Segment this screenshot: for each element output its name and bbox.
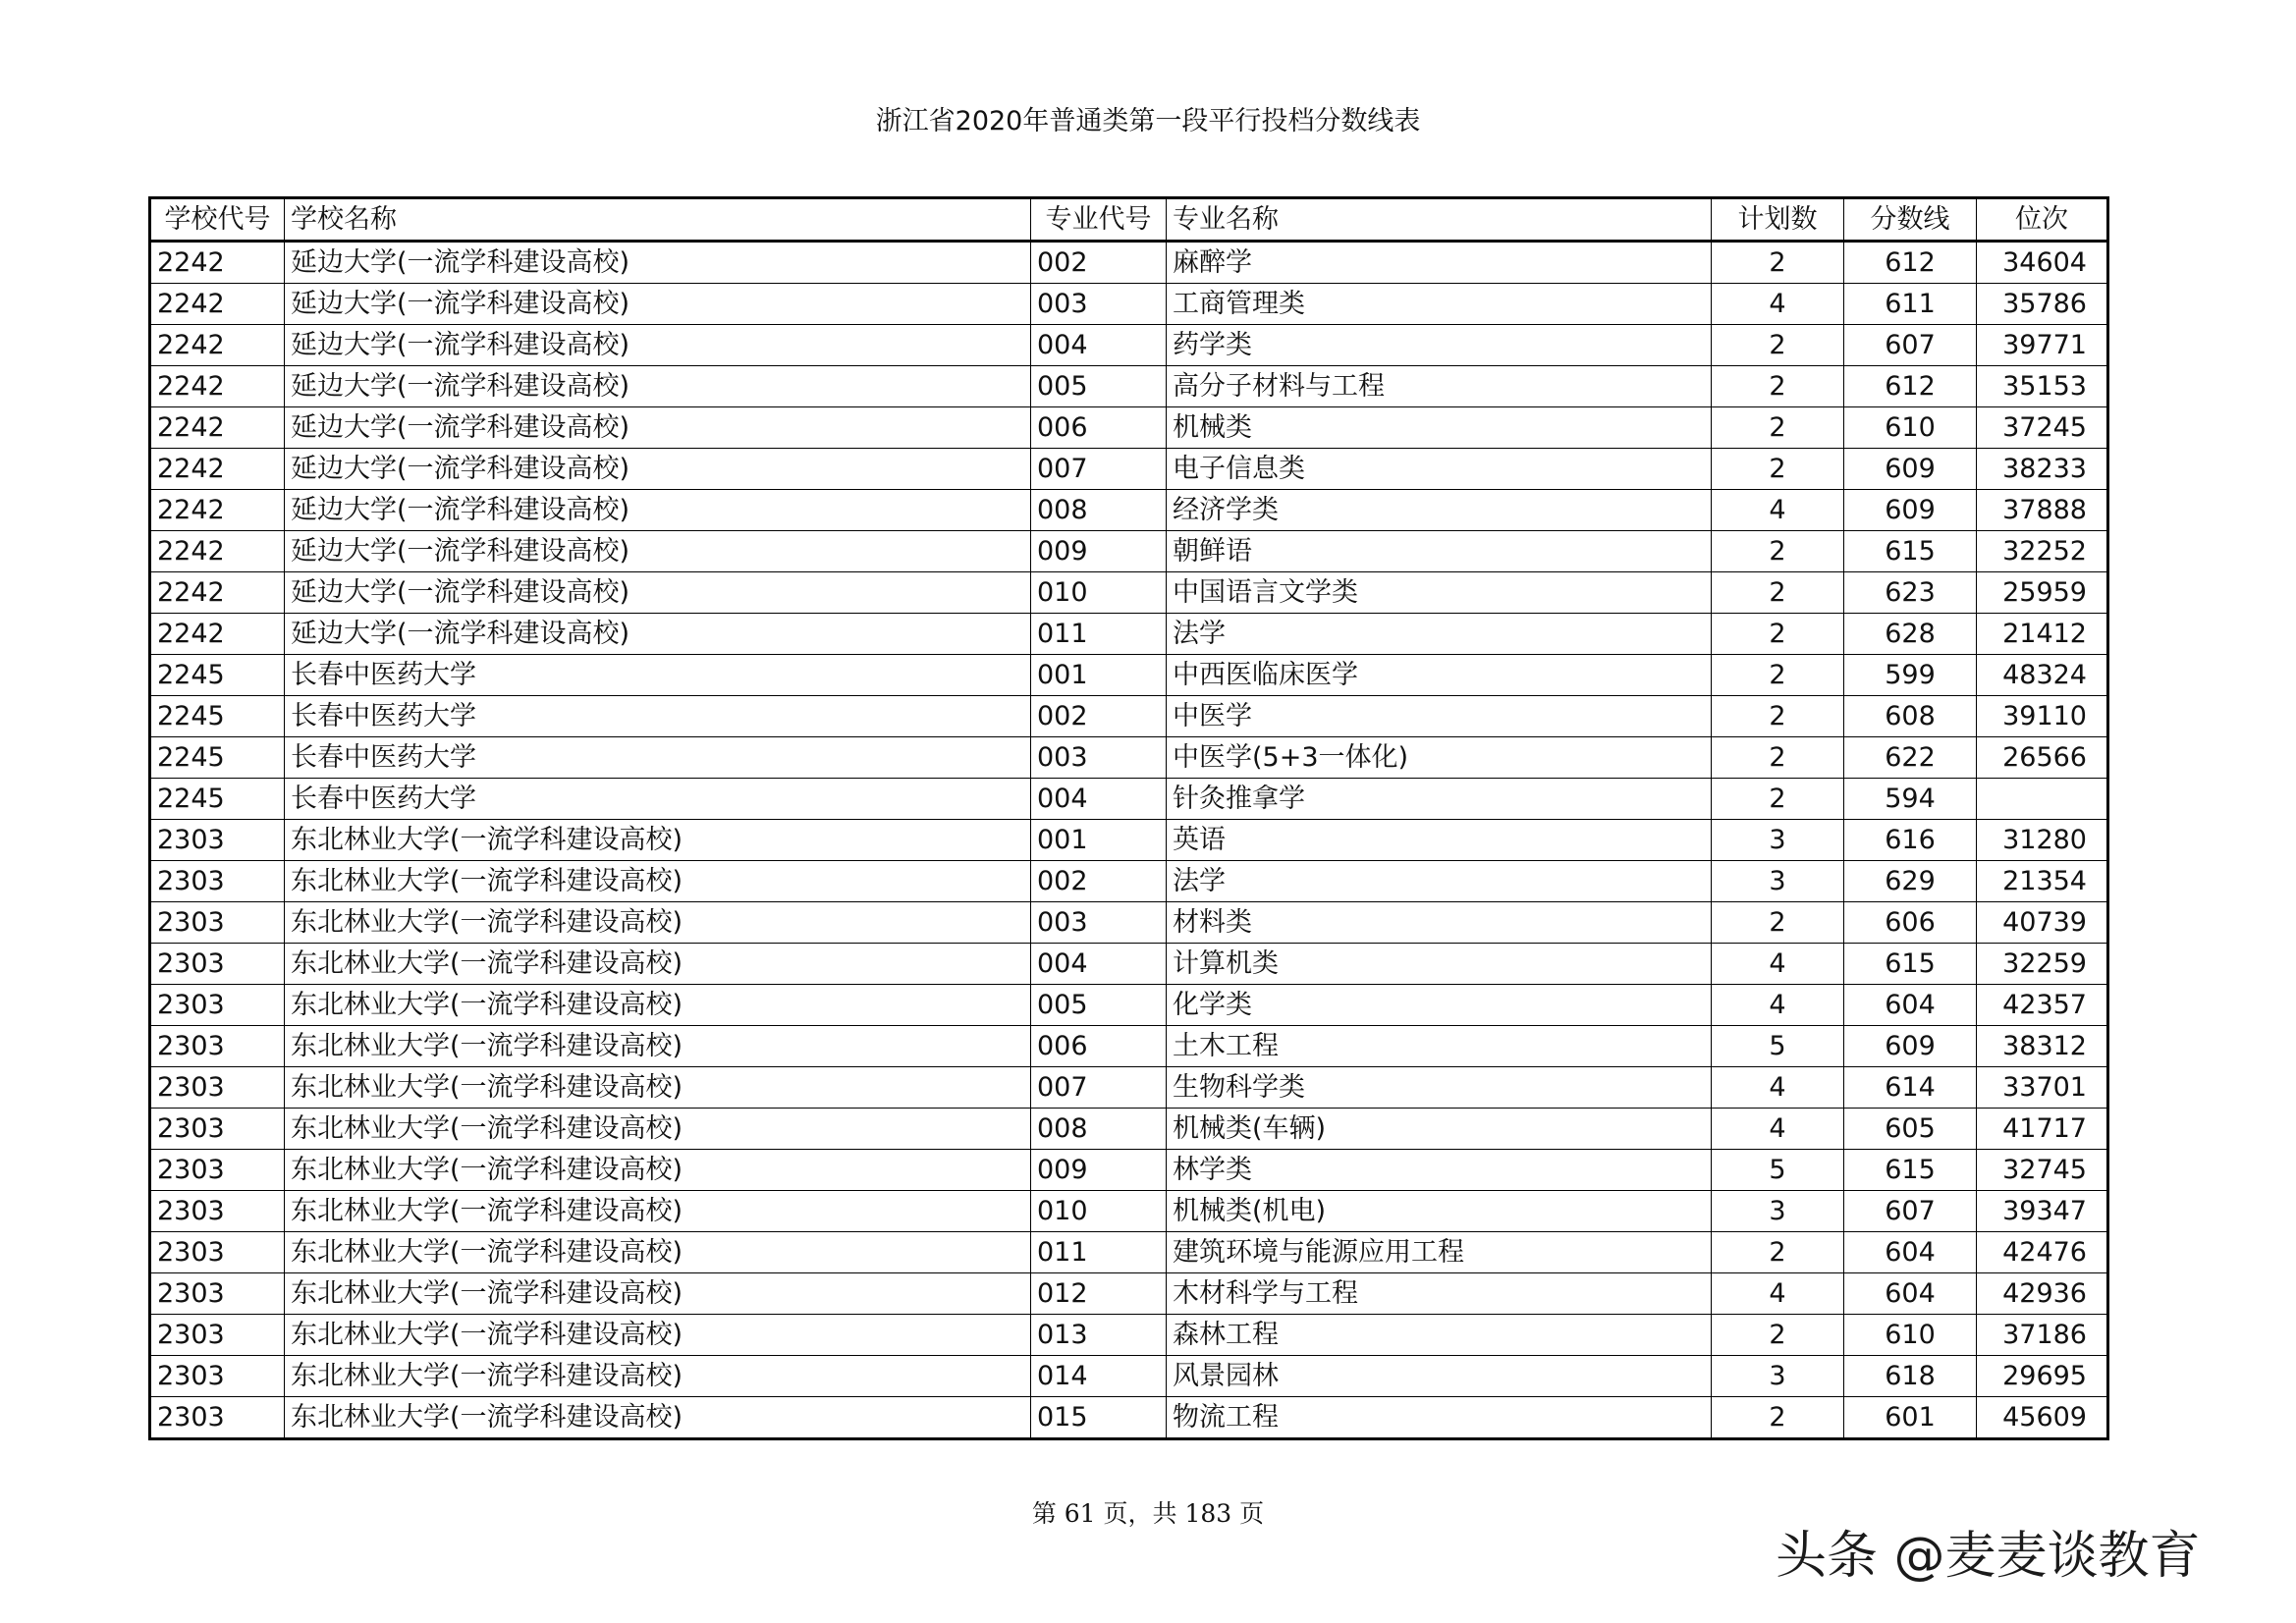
table-row: [150, 407, 2108, 449]
cell-school-code: 2303: [150, 1315, 285, 1356]
cell-school-code: 2242: [150, 284, 285, 325]
cell-school-code: 2303: [150, 820, 285, 861]
cell-major-code: 015: [1031, 1397, 1167, 1439]
cell-plan-count: 2: [1712, 572, 1844, 614]
cell-major-code: 014: [1031, 1356, 1167, 1397]
cell-major-code: 005: [1031, 366, 1167, 407]
cell-major-code: 009: [1031, 1150, 1167, 1191]
cell-school-name: 东北林业大学(一流学科建设高校): [285, 902, 1031, 944]
table-row: [150, 325, 2108, 366]
cell-major-code: 012: [1031, 1273, 1167, 1315]
cell-school-code: 2242: [150, 572, 285, 614]
cell-score-line: 604: [1844, 1273, 1977, 1315]
cell-plan-count: 4: [1712, 1067, 1844, 1109]
cell-rank: 32252: [1977, 531, 2108, 572]
cell-school-name: 东北林业大学(一流学科建设高校): [285, 1232, 1031, 1273]
cell-school-code: 2242: [150, 242, 285, 284]
cell-school-code: 2242: [150, 325, 285, 366]
cell-major-code: 013: [1031, 1315, 1167, 1356]
cell-major-name: 工商管理类: [1167, 284, 1712, 325]
table-row: [150, 242, 2108, 284]
cell-major-code: 002: [1031, 242, 1167, 284]
cell-rank: 39347: [1977, 1191, 2108, 1232]
cell-school-name: 东北林业大学(一流学科建设高校): [285, 944, 1031, 985]
cell-major-code: 008: [1031, 490, 1167, 531]
cell-school-name: 东北林业大学(一流学科建设高校): [285, 820, 1031, 861]
cell-rank: 33701: [1977, 1067, 2108, 1109]
cell-major-name: 木材科学与工程: [1167, 1273, 1712, 1315]
table-header-row: [150, 198, 2108, 242]
cell-plan-count: 4: [1712, 490, 1844, 531]
cell-school-code: 2303: [150, 861, 285, 902]
cell-score-line: 605: [1844, 1109, 1977, 1150]
cell-rank: 38233: [1977, 449, 2108, 490]
cell-rank: 42476: [1977, 1232, 2108, 1273]
cell-plan-count: 3: [1712, 861, 1844, 902]
cell-major-name: 化学类: [1167, 985, 1712, 1026]
cell-rank: 35786: [1977, 284, 2108, 325]
table-row: [150, 449, 2108, 490]
cell-score-line: 610: [1844, 1315, 1977, 1356]
cell-school-name: 长春中医药大学: [285, 655, 1031, 696]
table-row: [150, 655, 2108, 696]
cell-rank: 42357: [1977, 985, 2108, 1026]
cell-rank: 34604: [1977, 242, 2108, 284]
cell-rank: 35153: [1977, 366, 2108, 407]
table-row: [150, 366, 2108, 407]
header-major-name: 专业名称: [1167, 198, 1712, 242]
cell-school-code: 2303: [150, 1067, 285, 1109]
cell-major-name: 麻醉学: [1167, 242, 1712, 284]
watermark: 头条 @麦麦谈教育: [1776, 1527, 2201, 1586]
cell-major-name: 法学: [1167, 614, 1712, 655]
cell-major-name: 朝鲜语: [1167, 531, 1712, 572]
table-row: [150, 820, 2108, 861]
table-row: [150, 1067, 2108, 1109]
cell-school-name: 东北林业大学(一流学科建设高校): [285, 985, 1031, 1026]
cell-plan-count: 4: [1712, 985, 1844, 1026]
cell-school-code: 2242: [150, 407, 285, 449]
cell-major-code: 001: [1031, 820, 1167, 861]
cell-major-name: 高分子材料与工程: [1167, 366, 1712, 407]
cell-plan-count: 2: [1712, 696, 1844, 737]
cell-plan-count: 2: [1712, 1315, 1844, 1356]
cell-school-code: 2303: [150, 944, 285, 985]
cell-score-line: 612: [1844, 242, 1977, 284]
cell-score-line: 594: [1844, 779, 1977, 820]
cell-plan-count: 2: [1712, 1232, 1844, 1273]
cell-plan-count: 2: [1712, 531, 1844, 572]
cell-plan-count: 3: [1712, 1356, 1844, 1397]
cell-school-name: 延边大学(一流学科建设高校): [285, 490, 1031, 531]
cell-major-name: 中西医临床医学: [1167, 655, 1712, 696]
cell-school-name: 东北林业大学(一流学科建设高校): [285, 1315, 1031, 1356]
cell-major-code: 007: [1031, 449, 1167, 490]
cell-score-line: 607: [1844, 1191, 1977, 1232]
table-row: [150, 1109, 2108, 1150]
cell-school-name: 东北林业大学(一流学科建设高校): [285, 1397, 1031, 1439]
cell-school-name: 东北林业大学(一流学科建设高校): [285, 861, 1031, 902]
cell-school-name: 延边大学(一流学科建设高校): [285, 325, 1031, 366]
cell-major-code: 004: [1031, 944, 1167, 985]
cell-rank: 25959: [1977, 572, 2108, 614]
table-body: [150, 242, 2108, 1439]
cell-major-name: 计算机类: [1167, 944, 1712, 985]
cell-school-code: 2303: [150, 1109, 285, 1150]
cell-score-line: 628: [1844, 614, 1977, 655]
cell-major-code: 010: [1031, 1191, 1167, 1232]
cell-school-name: 延边大学(一流学科建设高校): [285, 614, 1031, 655]
header-score-line: 分数线: [1844, 198, 1977, 242]
admission-score-table: [148, 196, 2109, 1440]
cell-school-name: 延边大学(一流学科建设高校): [285, 366, 1031, 407]
cell-major-name: 机械类(机电): [1167, 1191, 1712, 1232]
header-rank: 位次: [1977, 198, 2108, 242]
cell-score-line: 609: [1844, 449, 1977, 490]
cell-school-name: 东北林业大学(一流学科建设高校): [285, 1356, 1031, 1397]
cell-major-code: 008: [1031, 1109, 1167, 1150]
cell-score-line: 615: [1844, 1150, 1977, 1191]
cell-school-code: 2245: [150, 779, 285, 820]
cell-rank: 37245: [1977, 407, 2108, 449]
cell-rank: 38312: [1977, 1026, 2108, 1067]
cell-school-code: 2303: [150, 902, 285, 944]
cell-plan-count: 2: [1712, 655, 1844, 696]
cell-school-name: 延边大学(一流学科建设高校): [285, 284, 1031, 325]
cell-school-code: 2245: [150, 696, 285, 737]
cell-major-name: 建筑环境与能源应用工程: [1167, 1232, 1712, 1273]
cell-school-code: 2303: [150, 1191, 285, 1232]
cell-plan-count: 2: [1712, 614, 1844, 655]
cell-plan-count: 2: [1712, 407, 1844, 449]
cell-school-code: 2303: [150, 985, 285, 1026]
cell-major-name: 经济学类: [1167, 490, 1712, 531]
cell-school-name: 延边大学(一流学科建设高校): [285, 572, 1031, 614]
cell-major-name: 土木工程: [1167, 1026, 1712, 1067]
cell-plan-count: 2: [1712, 366, 1844, 407]
cell-score-line: 610: [1844, 407, 1977, 449]
cell-rank: 26566: [1977, 737, 2108, 779]
header-school-code: 学校代号: [150, 198, 285, 242]
cell-score-line: 604: [1844, 985, 1977, 1026]
cell-major-code: 004: [1031, 779, 1167, 820]
cell-major-name: 生物科学类: [1167, 1067, 1712, 1109]
cell-major-name: 法学: [1167, 861, 1712, 902]
cell-score-line: 599: [1844, 655, 1977, 696]
table-row: [150, 1026, 2108, 1067]
cell-score-line: 604: [1844, 1232, 1977, 1273]
document-title: 浙江省2020年普通类第一段平行投档分数线表: [875, 106, 1421, 136]
cell-major-code: 006: [1031, 1026, 1167, 1067]
cell-major-name: 针灸推拿学: [1167, 779, 1712, 820]
cell-plan-count: 4: [1712, 1273, 1844, 1315]
table-row: [150, 944, 2108, 985]
cell-major-name: 机械类: [1167, 407, 1712, 449]
cell-major-name: 材料类: [1167, 902, 1712, 944]
cell-major-code: 007: [1031, 1067, 1167, 1109]
cell-rank: 32259: [1977, 944, 2108, 985]
cell-major-name: 风景园林: [1167, 1356, 1712, 1397]
cell-score-line: 607: [1844, 325, 1977, 366]
cell-school-name: 延边大学(一流学科建设高校): [285, 407, 1031, 449]
cell-major-name: 林学类: [1167, 1150, 1712, 1191]
table-row: [150, 779, 2108, 820]
cell-school-name: 东北林业大学(一流学科建设高校): [285, 1191, 1031, 1232]
cell-school-code: 2245: [150, 737, 285, 779]
cell-school-code: 2242: [150, 531, 285, 572]
cell-score-line: 612: [1844, 366, 1977, 407]
cell-plan-count: 3: [1712, 1191, 1844, 1232]
cell-rank: 21412: [1977, 614, 2108, 655]
header-plan-count: 计划数: [1712, 198, 1844, 242]
cell-school-code: 2242: [150, 614, 285, 655]
cell-score-line: 623: [1844, 572, 1977, 614]
cell-rank: 37186: [1977, 1315, 2108, 1356]
cell-rank: 42936: [1977, 1273, 2108, 1315]
cell-major-name: 森林工程: [1167, 1315, 1712, 1356]
cell-score-line: 618: [1844, 1356, 1977, 1397]
table-row: [150, 490, 2108, 531]
cell-school-name: 延边大学(一流学科建设高校): [285, 531, 1031, 572]
cell-school-name: 东北林业大学(一流学科建设高校): [285, 1026, 1031, 1067]
cell-rank: [1977, 779, 2108, 820]
cell-school-name: 长春中医药大学: [285, 696, 1031, 737]
cell-score-line: 609: [1844, 1026, 1977, 1067]
table-row: [150, 1315, 2108, 1356]
table-row: [150, 861, 2108, 902]
cell-major-code: 003: [1031, 902, 1167, 944]
table-row: [150, 1191, 2108, 1232]
cell-rank: 45609: [1977, 1397, 2108, 1439]
cell-major-code: 003: [1031, 284, 1167, 325]
cell-school-name: 延边大学(一流学科建设高校): [285, 242, 1031, 284]
cell-school-name: 延边大学(一流学科建设高校): [285, 449, 1031, 490]
cell-school-name: 东北林业大学(一流学科建设高校): [285, 1273, 1031, 1315]
cell-school-name: 东北林业大学(一流学科建设高校): [285, 1109, 1031, 1150]
cell-rank: 39110: [1977, 696, 2108, 737]
cell-rank: 29695: [1977, 1356, 2108, 1397]
cell-school-code: 2245: [150, 655, 285, 696]
cell-plan-count: 2: [1712, 449, 1844, 490]
cell-score-line: 606: [1844, 902, 1977, 944]
cell-school-code: 2303: [150, 1397, 285, 1439]
cell-major-name: 电子信息类: [1167, 449, 1712, 490]
cell-school-code: 2303: [150, 1150, 285, 1191]
table-row: [150, 737, 2108, 779]
cell-score-line: 616: [1844, 820, 1977, 861]
cell-major-code: 006: [1031, 407, 1167, 449]
cell-plan-count: 4: [1712, 1109, 1844, 1150]
cell-plan-count: 2: [1712, 737, 1844, 779]
header-major-code: 专业代号: [1031, 198, 1167, 242]
cell-score-line: 622: [1844, 737, 1977, 779]
cell-plan-count: 2: [1712, 902, 1844, 944]
cell-plan-count: 5: [1712, 1026, 1844, 1067]
table-row: [150, 531, 2108, 572]
cell-plan-count: 5: [1712, 1150, 1844, 1191]
cell-major-name: 中国语言文学类: [1167, 572, 1712, 614]
cell-major-code: 002: [1031, 696, 1167, 737]
cell-major-name: 中医学(5+3一体化): [1167, 737, 1712, 779]
cell-score-line: 601: [1844, 1397, 1977, 1439]
cell-major-code: 009: [1031, 531, 1167, 572]
cell-major-name: 中医学: [1167, 696, 1712, 737]
cell-score-line: 608: [1844, 696, 1977, 737]
table-row: [150, 284, 2108, 325]
cell-school-code: 2303: [150, 1026, 285, 1067]
cell-school-code: 2242: [150, 366, 285, 407]
cell-school-name: 东北林业大学(一流学科建设高校): [285, 1067, 1031, 1109]
cell-school-code: 2303: [150, 1232, 285, 1273]
cell-school-code: 2303: [150, 1273, 285, 1315]
cell-score-line: 614: [1844, 1067, 1977, 1109]
table-row: [150, 1150, 2108, 1191]
page-footer: 第 61 页，共 183 页: [1031, 1499, 1265, 1528]
cell-plan-count: 2: [1712, 325, 1844, 366]
cell-major-code: 002: [1031, 861, 1167, 902]
cell-plan-count: 2: [1712, 779, 1844, 820]
table-row: [150, 572, 2108, 614]
cell-plan-count: 4: [1712, 944, 1844, 985]
cell-major-name: 药学类: [1167, 325, 1712, 366]
cell-major-code: 003: [1031, 737, 1167, 779]
cell-rank: 40739: [1977, 902, 2108, 944]
cell-school-code: 2242: [150, 449, 285, 490]
cell-plan-count: 2: [1712, 242, 1844, 284]
header-school-name: 学校名称: [285, 198, 1031, 242]
cell-major-code: 004: [1031, 325, 1167, 366]
cell-score-line: 615: [1844, 531, 1977, 572]
cell-plan-count: 2: [1712, 1397, 1844, 1439]
table-row: [150, 614, 2108, 655]
cell-major-name: 物流工程: [1167, 1397, 1712, 1439]
cell-major-code: 011: [1031, 1232, 1167, 1273]
cell-rank: 32745: [1977, 1150, 2108, 1191]
cell-school-code: 2242: [150, 490, 285, 531]
cell-major-code: 010: [1031, 572, 1167, 614]
cell-rank: 21354: [1977, 861, 2108, 902]
cell-rank: 31280: [1977, 820, 2108, 861]
cell-major-name: 机械类(车辆): [1167, 1109, 1712, 1150]
cell-plan-count: 4: [1712, 284, 1844, 325]
table-row: [150, 1356, 2108, 1397]
cell-school-name: 东北林业大学(一流学科建设高校): [285, 1150, 1031, 1191]
table-row: [150, 696, 2108, 737]
cell-school-code: 2303: [150, 1356, 285, 1397]
table-row: [150, 1232, 2108, 1273]
cell-score-line: 615: [1844, 944, 1977, 985]
table-row: [150, 985, 2108, 1026]
cell-plan-count: 3: [1712, 820, 1844, 861]
cell-score-line: 611: [1844, 284, 1977, 325]
cell-major-code: 005: [1031, 985, 1167, 1026]
cell-major-code: 011: [1031, 614, 1167, 655]
cell-major-name: 英语: [1167, 820, 1712, 861]
table-row: [150, 902, 2108, 944]
cell-school-name: 长春中医药大学: [285, 737, 1031, 779]
cell-rank: 37888: [1977, 490, 2108, 531]
cell-rank: 39771: [1977, 325, 2108, 366]
cell-rank: 48324: [1977, 655, 2108, 696]
cell-major-code: 001: [1031, 655, 1167, 696]
table-row: [150, 1273, 2108, 1315]
cell-score-line: 609: [1844, 490, 1977, 531]
cell-school-name: 长春中医药大学: [285, 779, 1031, 820]
table-row: [150, 1397, 2108, 1439]
cell-rank: 41717: [1977, 1109, 2108, 1150]
cell-score-line: 629: [1844, 861, 1977, 902]
